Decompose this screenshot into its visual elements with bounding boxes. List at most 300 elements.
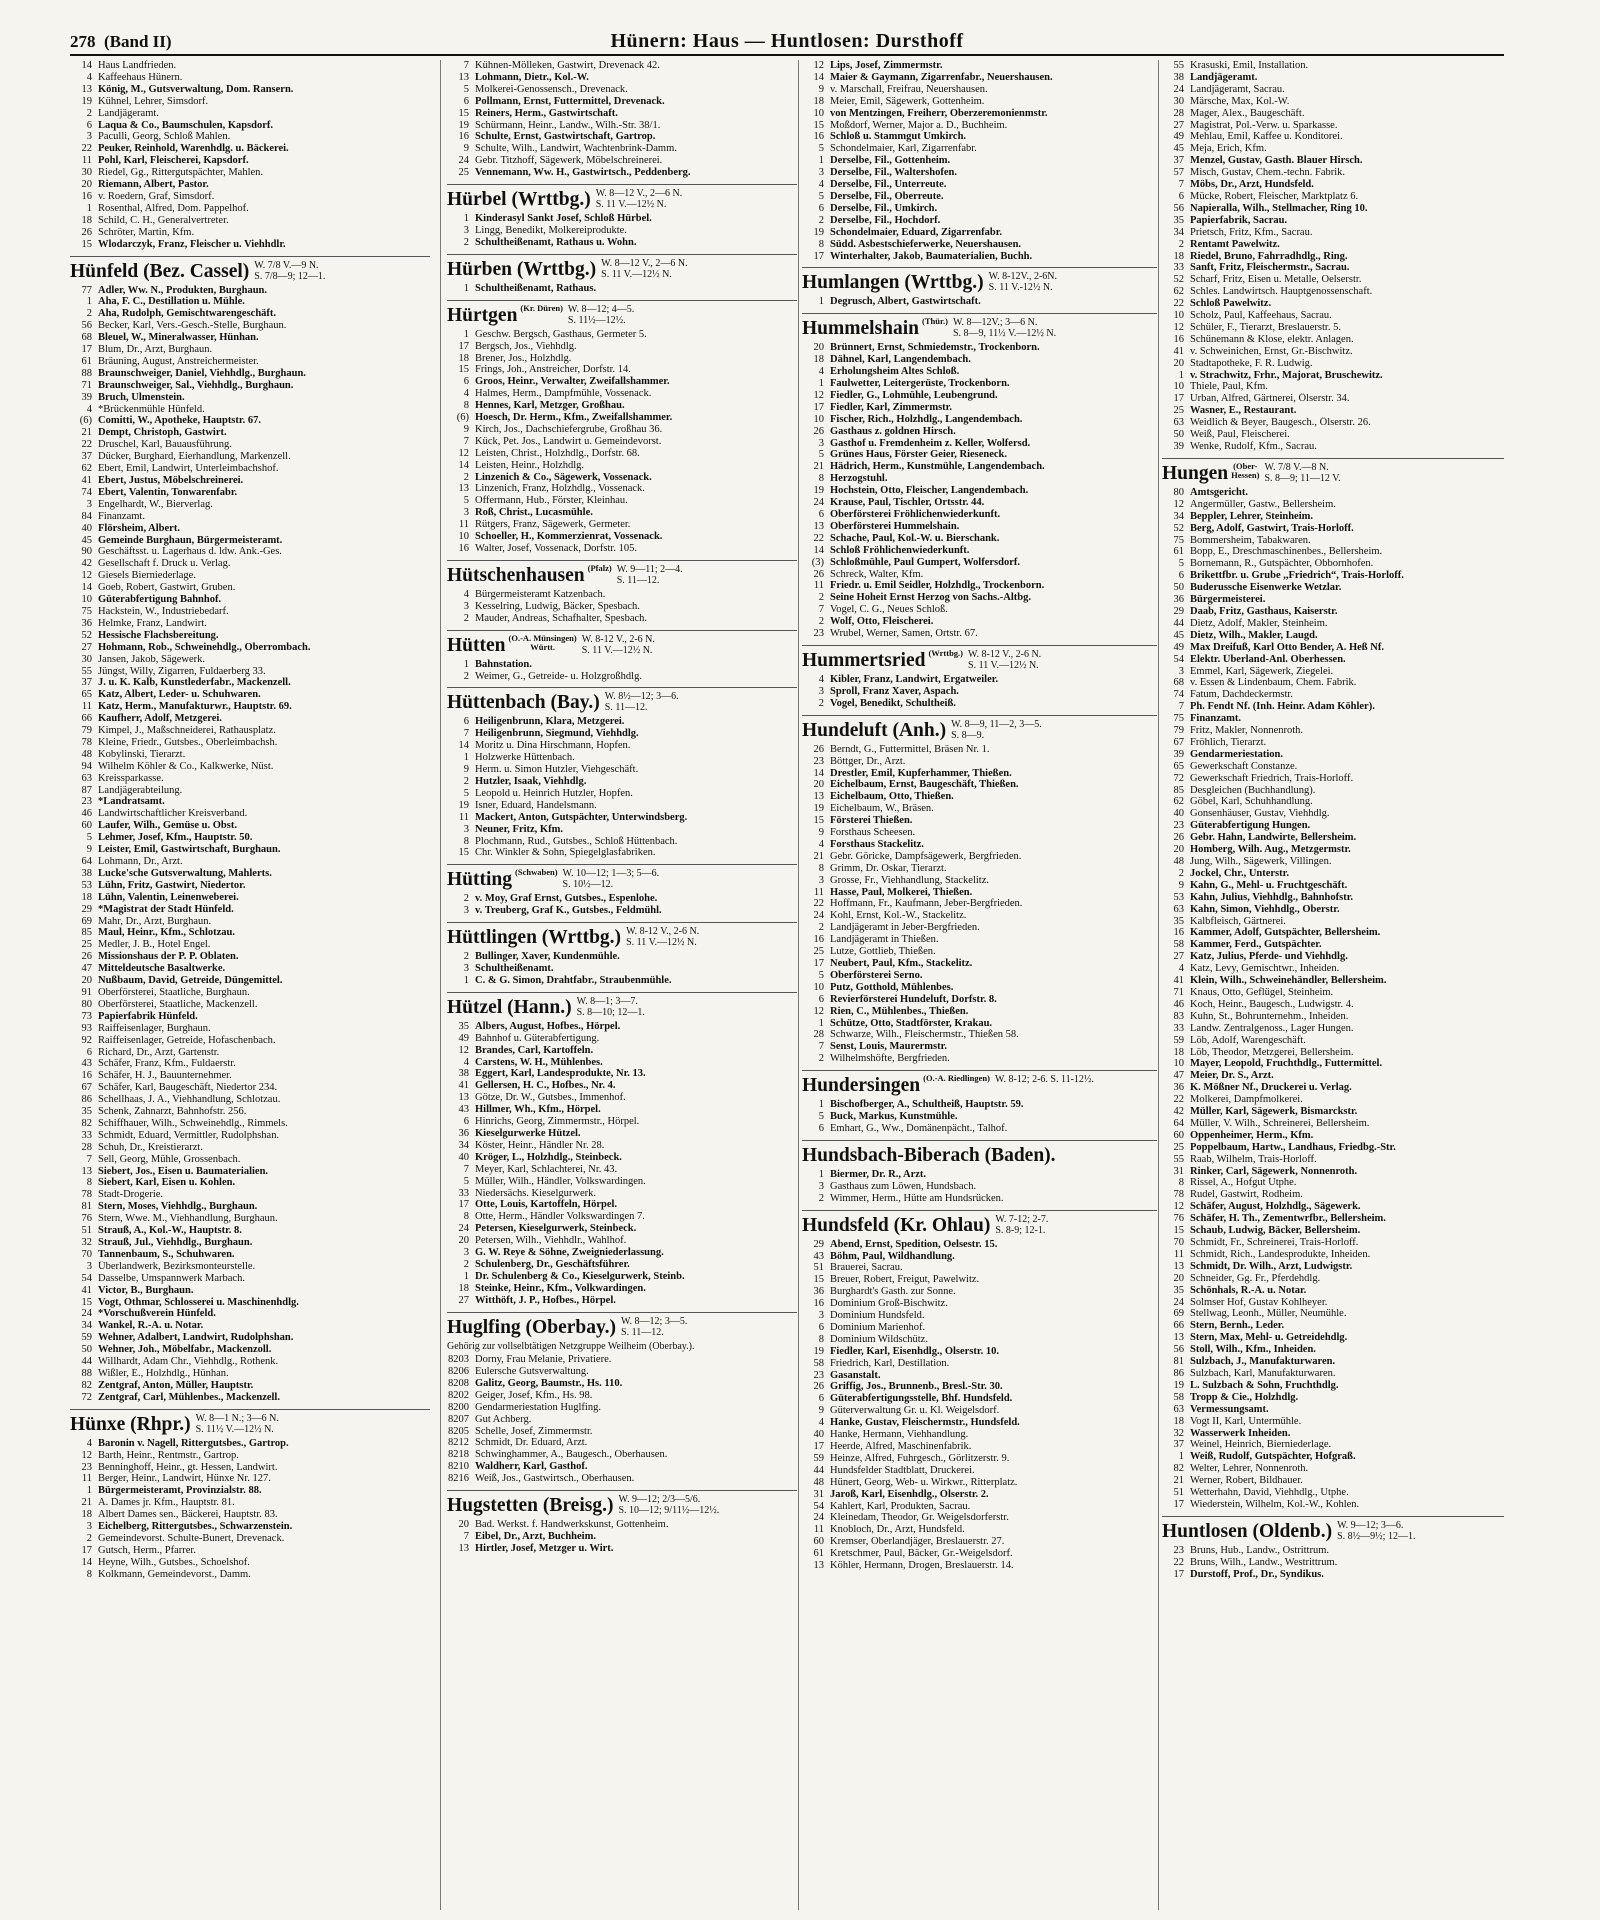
phone-number: 5 bbox=[818, 1111, 824, 1123]
phone-number: 3 bbox=[818, 874, 824, 886]
subscriber-name: Buderussche Eisenwerke Wetzlar. bbox=[1190, 582, 1342, 594]
subscriber-name: Kleinedam, Theodor, Gr. Weigelsdorferstr. bbox=[830, 1512, 1009, 1524]
subscriber-name: Derselbe, Fil., Unterreute. bbox=[830, 179, 947, 191]
list-item bbox=[447, 776, 797, 788]
list-item bbox=[70, 1521, 430, 1533]
subscriber-name: Schröter, Martin, Kfm. bbox=[98, 226, 195, 238]
subscriber-name: Lucke'sche Gutsverwaltung, Mahlerts. bbox=[98, 867, 272, 879]
list-item bbox=[70, 415, 430, 427]
place-heading bbox=[70, 256, 430, 283]
phone-number: 4 bbox=[818, 179, 824, 191]
list-item bbox=[447, 613, 797, 625]
list-item bbox=[70, 1368, 430, 1380]
phone-number: 49 bbox=[458, 1032, 469, 1044]
subscriber-name: Märsche, Max, Kol.-W. bbox=[1190, 95, 1290, 107]
subscriber-name: Kahn, G., Mehl- u. Fruchtgeschäft. bbox=[1190, 879, 1348, 891]
phone-number: 4 bbox=[86, 1437, 92, 1449]
subscriber-name: Mackert, Anton, Gutspächter, Unterwindsberg. bbox=[475, 811, 688, 823]
list-item bbox=[70, 951, 430, 963]
phone-number: 4 bbox=[463, 1056, 469, 1068]
list-item bbox=[447, 893, 797, 905]
column-divider bbox=[440, 60, 441, 1910]
phone-number: 84 bbox=[81, 510, 92, 522]
phone-number: 82 bbox=[1173, 1463, 1184, 1475]
phone-number: 17 bbox=[1173, 393, 1184, 405]
list-item bbox=[447, 1271, 797, 1283]
list-item bbox=[70, 987, 430, 999]
phone-number: 8 bbox=[86, 1177, 92, 1189]
list-item bbox=[1162, 1023, 1504, 1035]
list-item bbox=[447, 836, 797, 848]
subscriber-name: Weinel, Heinrich, Bierniederlage. bbox=[1190, 1439, 1332, 1451]
place-name: Hütten bbox=[447, 634, 506, 656]
page-header bbox=[70, 32, 1504, 56]
subscriber-name: Eulersche Gutsverwaltung. bbox=[475, 1366, 589, 1377]
phone-number: 21 bbox=[813, 850, 824, 862]
subscriber-name: Jaroß, Karl, Eisenhdlg., Ölserstr. 2. bbox=[830, 1488, 989, 1500]
phone-number: 11 bbox=[813, 580, 824, 592]
subscriber-name: Landjägeramt in Jeber-Bergfrieden. bbox=[830, 922, 980, 934]
phone-number: 54 bbox=[813, 1500, 824, 1512]
list-item bbox=[1162, 1011, 1504, 1023]
subscriber-name: Kretschmer, Paul, Bäcker, Gr.-Weigelsdorf. bbox=[830, 1548, 1013, 1560]
office-hours: W. 9—11; 2—4. S. 11—12. bbox=[616, 563, 683, 586]
place-heading bbox=[1162, 458, 1504, 485]
list-item bbox=[1162, 666, 1504, 678]
phone-number: 88 bbox=[81, 1367, 92, 1379]
phone-number: 3 bbox=[818, 1310, 824, 1322]
list-item bbox=[802, 1417, 1157, 1429]
subscriber-name: Barth, Heinr., Rentmstr., Gartrop. bbox=[98, 1449, 239, 1461]
list-item bbox=[447, 788, 797, 800]
phone-number: 46 bbox=[81, 808, 92, 820]
list-item bbox=[1162, 370, 1504, 382]
subscriber-name: Molkerei, Dampfmolkerei. bbox=[1190, 1094, 1303, 1106]
place-region: (Thür.) bbox=[922, 316, 948, 327]
subscriber-name: Friedrich, Karl, Destillation. bbox=[830, 1357, 950, 1369]
list-item bbox=[802, 557, 1157, 569]
place-name: Hürtgen bbox=[447, 304, 518, 326]
phone-number: 23 bbox=[813, 1369, 824, 1381]
subscriber-name: Finanzamt. bbox=[1190, 713, 1242, 725]
list-item bbox=[1162, 358, 1504, 370]
subscriber-name: Kaffeehaus Hünern. bbox=[98, 71, 183, 83]
list-item bbox=[70, 356, 430, 368]
list-item bbox=[1162, 1463, 1504, 1475]
list-item bbox=[70, 215, 430, 227]
subscriber-name: L. Sulzbach & Sohn, Fruchthdlg. bbox=[1190, 1379, 1339, 1391]
phone-number: 8 bbox=[463, 835, 469, 847]
list-item bbox=[1162, 737, 1504, 749]
subscriber-name: Eibel, Dr., Arzt, Buchheim. bbox=[475, 1530, 596, 1542]
list-item bbox=[70, 749, 430, 761]
subscriber-name: Riedel, Gg., Rittergutspächter, Mahlen. bbox=[98, 167, 264, 179]
phone-number: 6 bbox=[86, 119, 92, 131]
subscriber-name: Schelle, Josef, Zimmermstr. bbox=[475, 1425, 593, 1437]
subscriber-name: Schmidt, Dr. Eduard, Arzt. bbox=[475, 1437, 588, 1449]
phone-number: 19 bbox=[458, 119, 469, 131]
list-item bbox=[70, 820, 430, 832]
subscriber-name: Richard, Dr., Arzt, Gartenstr. bbox=[98, 1046, 220, 1058]
subscriber-name: Comitti, W., Apotheke, Hauptstr. 67. bbox=[98, 415, 261, 427]
list-item bbox=[1162, 606, 1504, 618]
phone-number: 21 bbox=[813, 461, 824, 473]
phone-number: 24 bbox=[813, 497, 824, 509]
phone-number: 59 bbox=[81, 1332, 92, 1344]
subscriber-name: Laqua & Co., Baumschulen, Kapsdorf. bbox=[98, 119, 274, 131]
list-item bbox=[447, 1045, 797, 1057]
phone-number: 85 bbox=[81, 927, 92, 939]
phone-number: (6) bbox=[456, 412, 469, 424]
list-item bbox=[447, 1068, 797, 1080]
phone-number: 41 bbox=[458, 1080, 469, 1092]
list-item bbox=[1162, 346, 1504, 358]
list-item bbox=[802, 1512, 1157, 1524]
list-item bbox=[70, 1166, 430, 1178]
list-item bbox=[1162, 1285, 1504, 1297]
phone-number: 20 bbox=[458, 1235, 469, 1247]
subscriber-name: Lips, Josef, Zimmermstr. bbox=[830, 60, 943, 71]
phone-number: 8218 bbox=[448, 1449, 469, 1461]
phone-number: 61 bbox=[813, 1548, 824, 1560]
phone-number: 2 bbox=[86, 1532, 92, 1544]
subscriber-name: Becker, Karl, Vers.-Gesch.-Stelle, Burghaun. bbox=[98, 320, 287, 332]
subscriber-name: Dominium Hundsfeld. bbox=[830, 1310, 925, 1322]
list-item bbox=[802, 120, 1157, 132]
phone-number: 44 bbox=[813, 1464, 824, 1476]
office-hours: W. 9—12; 3—6. S. 8½—9½; 12—1. bbox=[1337, 1519, 1416, 1542]
phone-number: 13 bbox=[813, 791, 824, 803]
phone-number: 2 bbox=[818, 616, 824, 628]
subscriber-name: Kalbfleisch, Gärtnerei. bbox=[1190, 915, 1286, 927]
subscriber-name: Fröhlich, Tierarzt. bbox=[1190, 736, 1267, 748]
phone-number: 33 bbox=[81, 1129, 92, 1141]
list-item bbox=[447, 364, 797, 376]
phone-number: 82 bbox=[81, 1379, 92, 1391]
list-item bbox=[802, 1018, 1157, 1030]
phone-number: 11 bbox=[1173, 1248, 1184, 1260]
subscriber-name: Ebert, Justus, Möbelschreinerei. bbox=[98, 475, 244, 486]
subscriber-name: Hasse, Paul, Molkerei, Thießen. bbox=[830, 886, 973, 898]
subscriber-name: Faulwetter, Leitergerüste, Trockenborn. bbox=[830, 378, 1010, 390]
subscriber-name: Stellwag, Leonh., Müller, Neumühle. bbox=[1190, 1308, 1347, 1320]
phone-number: 12 bbox=[458, 1044, 469, 1056]
phone-number: 1 bbox=[463, 1270, 469, 1282]
subscriber-name: A. Dames jr. Kfm., Hauptstr. 81. bbox=[98, 1497, 235, 1509]
list-item bbox=[802, 1536, 1157, 1548]
phone-number: 9 bbox=[818, 827, 824, 839]
list-item bbox=[802, 768, 1157, 780]
list-item bbox=[802, 698, 1157, 710]
subscriber-name: Wilhelm Köhler & Co., Kalkwerke, Nüst. bbox=[98, 760, 274, 772]
list-item bbox=[447, 752, 797, 764]
list-item bbox=[1162, 904, 1504, 916]
list-item bbox=[447, 543, 797, 555]
subscriber-name: Burghardt's Gasth. zur Sonne. bbox=[830, 1286, 956, 1298]
list-item bbox=[802, 674, 1157, 686]
list-item bbox=[1162, 808, 1504, 820]
subscriber-name: Vogel, C. G., Neues Schloß. bbox=[830, 604, 948, 616]
list-item bbox=[802, 108, 1157, 120]
column-1 bbox=[70, 60, 430, 1910]
list-item bbox=[447, 1080, 797, 1092]
subscriber-name: Rütgers, Franz, Sägewerk, Germeter. bbox=[475, 519, 631, 531]
list-item bbox=[802, 756, 1157, 768]
list-item bbox=[1162, 1569, 1504, 1581]
list-item bbox=[70, 1273, 430, 1285]
subscriber-name: Max Dreifuß, Karl Otto Bender, A. Heß Nf. bbox=[1190, 641, 1384, 653]
subscriber-name: Wiederstein, Wilhelm, Kol.-W., Kohlen. bbox=[1190, 1498, 1360, 1510]
subscriber-name: Siebert, Karl, Eisen u. Kohlen. bbox=[98, 1177, 236, 1189]
subscriber-name: Wehner, Adalbert, Landwirt, Rudolphshan. bbox=[98, 1332, 294, 1344]
list-item bbox=[447, 1543, 797, 1555]
office-hours: W. 7/8 V.—9 N. S. 7/8—9; 12—1. bbox=[254, 259, 326, 282]
phone-number: 13 bbox=[458, 1542, 469, 1554]
list-item bbox=[1162, 1487, 1504, 1499]
list-item bbox=[802, 922, 1157, 934]
list-item bbox=[70, 713, 430, 725]
phone-number: 2 bbox=[463, 775, 469, 787]
subscriber-name: Schäfer, H. Th., Zementwrfbr., Bellersheim. bbox=[1190, 1213, 1386, 1225]
list-item bbox=[802, 1322, 1157, 1334]
phone-number: 1 bbox=[818, 1017, 824, 1029]
list-item bbox=[447, 448, 797, 460]
phone-number: 82 bbox=[81, 1117, 92, 1129]
list-item bbox=[802, 887, 1157, 899]
subscriber-name: Linzenich & Co., Sägewerk, Vossenack. bbox=[475, 471, 652, 483]
subscriber-name: Wetterhahn, David, Viehhdlg., Utphe. bbox=[1190, 1487, 1349, 1499]
subscriber-name: Gemeindevorst. Schulte-Bunert, Drevenack. bbox=[98, 1532, 285, 1544]
list-item bbox=[447, 1426, 797, 1438]
list-item bbox=[1162, 1070, 1504, 1082]
list-item bbox=[70, 975, 430, 987]
phone-number: 2 bbox=[463, 236, 469, 248]
list-item bbox=[802, 1429, 1157, 1441]
place-name: Hummelshain bbox=[802, 318, 920, 340]
subscriber-name: Buck, Markus, Kunstmühle. bbox=[830, 1111, 958, 1123]
list-item bbox=[447, 460, 797, 472]
subscriber-name: Hinrichs, Georg, Zimmermstr., Hörpel. bbox=[475, 1116, 640, 1128]
phone-number: 5 bbox=[463, 83, 469, 95]
subscriber-name: Dücker, Burghard, Eierhandlung, Markenzell. bbox=[98, 451, 291, 463]
subscriber-name: Senst, Louis, Maurermstr. bbox=[830, 1041, 947, 1053]
list-item bbox=[1162, 844, 1504, 856]
phone-number: 53 bbox=[81, 879, 92, 891]
subscriber-name: Albert Dames sen., Bäckerei, Hauptstr. 83. bbox=[98, 1509, 278, 1521]
phone-number: 3 bbox=[1178, 665, 1184, 677]
subscriber-name: Forsthaus Scheesen. bbox=[830, 827, 916, 839]
list-item bbox=[447, 1402, 797, 1414]
subscriber-name: Dasselbe, Umspannwerk Marbach. bbox=[98, 1272, 245, 1284]
list-item bbox=[802, 1251, 1157, 1263]
subscriber-name: Vennemann, Ww. H., Gastwirtsch., Peddenberg. bbox=[475, 167, 691, 179]
phone-number: 2 bbox=[463, 612, 469, 624]
place-region: (Pfalz) bbox=[587, 562, 612, 573]
phone-number: 12 bbox=[458, 447, 469, 459]
subscriber-name: Schulenberg, Dr., Geschäftsführer. bbox=[475, 1258, 630, 1270]
phone-number: 25 bbox=[81, 939, 92, 951]
subscriber-name: Jansen, Jakob, Sägewerk. bbox=[98, 653, 206, 665]
list-item bbox=[70, 785, 430, 797]
phone-number: 11 bbox=[81, 1473, 92, 1485]
list-item bbox=[70, 1130, 430, 1142]
list-item bbox=[70, 1261, 430, 1273]
list-item bbox=[1162, 713, 1504, 725]
phone-number: 13 bbox=[1173, 1260, 1184, 1272]
subscriber-name: Sell, Georg, Mühle, Grossenbach. bbox=[98, 1153, 241, 1165]
subscriber-name: Fritz, Makler, Nonnenroth. bbox=[1190, 725, 1304, 737]
subscriber-name: Wenke, Rudolf, Kfm., Sacrau. bbox=[1190, 441, 1317, 452]
phone-number: 6 bbox=[463, 376, 469, 388]
subscriber-name: Kieselgurwerke Hützel. bbox=[475, 1128, 581, 1139]
phone-number: 54 bbox=[81, 1272, 92, 1284]
phone-number: 45 bbox=[1173, 629, 1184, 641]
list-item bbox=[802, 1274, 1157, 1286]
place-region: (O.-A. Riedlingen) bbox=[923, 1073, 990, 1084]
list-item bbox=[802, 1169, 1157, 1181]
phone-number: 58 bbox=[813, 1357, 824, 1369]
list-item bbox=[70, 1380, 430, 1392]
list-item bbox=[1162, 1392, 1504, 1404]
subscriber-name: Kirch, Jos., Dachschiefergrube, Großhau 36. bbox=[475, 423, 663, 435]
phone-number: 1 bbox=[86, 202, 92, 214]
phone-number: 13 bbox=[81, 83, 92, 95]
list-item bbox=[447, 1104, 797, 1116]
list-item bbox=[70, 392, 430, 404]
phone-number: 63 bbox=[81, 772, 92, 784]
place-name: Hürben (Wrttbg.) bbox=[447, 258, 597, 280]
subscriber-name: Katz, Albert, Leder- u. Schuhwaren. bbox=[98, 689, 261, 701]
phone-number: 8206 bbox=[448, 1366, 469, 1377]
list-item bbox=[1162, 654, 1504, 666]
phone-number: 6 bbox=[463, 95, 469, 107]
list-item bbox=[447, 905, 797, 917]
subscriber-name: Stern, Wwe. M., Viehhandlung, Burghaun. bbox=[98, 1213, 278, 1225]
phone-number: 50 bbox=[1173, 582, 1184, 594]
office-hours: W. 8-12; 2-6. S. 11-12½. bbox=[994, 1074, 1094, 1086]
list-item bbox=[1162, 642, 1504, 654]
list-item bbox=[1162, 72, 1504, 84]
column-2 bbox=[447, 60, 797, 1910]
list-item bbox=[447, 1092, 797, 1104]
subscriber-name: Heerde, Alfred, Maschinenfabrik. bbox=[830, 1441, 972, 1452]
subscriber-name: Druschel, Karl, Bauausführung. bbox=[98, 439, 232, 451]
subscriber-name: Weimer, G., Getreide- u. Holzgroßhdlg. bbox=[475, 670, 642, 682]
list-item bbox=[70, 594, 430, 606]
subscriber-name: Sproll, Franz Xaver, Aspach. bbox=[830, 685, 959, 697]
subscriber-name: Eichelbaum, Ernst, Baugeschäft, Thießen. bbox=[830, 779, 1019, 791]
list-item bbox=[1162, 1499, 1504, 1511]
phone-number: 8212 bbox=[448, 1437, 469, 1449]
subscriber-name: Molkerei-Genossensch., Drevenack. bbox=[475, 83, 628, 95]
list-item bbox=[447, 1461, 797, 1473]
subscriber-name: Hundsfelder Stadtblatt, Druckerei. bbox=[830, 1464, 975, 1476]
list-item bbox=[447, 740, 797, 752]
phone-number: 19 bbox=[813, 226, 824, 238]
subscriber-name: Vogel, Benedikt, Schultheiß. bbox=[830, 697, 956, 709]
list-item bbox=[802, 414, 1157, 426]
list-item bbox=[1162, 1154, 1504, 1166]
list-item bbox=[447, 800, 797, 812]
list-item bbox=[447, 951, 797, 963]
list-item bbox=[802, 533, 1157, 545]
subscriber-name: Albers, August, Hofbes., Hörpel. bbox=[475, 1020, 621, 1032]
subscriber-name: Kesselring, Ludwig, Bäcker, Spesbach. bbox=[475, 600, 640, 612]
subscriber-name: Köster, Heinr., Händler Nr. 28. bbox=[475, 1139, 605, 1151]
list-item bbox=[447, 507, 797, 519]
list-item bbox=[1162, 1428, 1504, 1440]
list-item bbox=[447, 1366, 797, 1378]
list-item bbox=[1162, 1189, 1504, 1201]
subscriber-name: Schloßmühle, Paul Gumpert, Wolfersdorf. bbox=[830, 556, 1020, 568]
phone-number: 4 bbox=[818, 366, 824, 378]
phone-number: 11 bbox=[813, 1524, 824, 1536]
list-item bbox=[1162, 1177, 1504, 1189]
phone-number: 22 bbox=[81, 143, 92, 155]
phone-number: 35 bbox=[81, 1106, 92, 1118]
phone-number: 48 bbox=[81, 748, 92, 760]
list-item bbox=[1162, 239, 1504, 251]
phone-number: (6) bbox=[79, 415, 92, 427]
list-item bbox=[1162, 310, 1504, 322]
list-item bbox=[70, 1154, 430, 1166]
list-item bbox=[70, 499, 430, 511]
phone-number: 46 bbox=[1173, 998, 1184, 1010]
list-item bbox=[70, 1142, 430, 1154]
phone-number: 5 bbox=[463, 495, 469, 507]
list-item bbox=[70, 582, 430, 594]
subscriber-name: J. u. K. Kalb, Kunstlederfabr., Mackenzell. bbox=[98, 677, 291, 689]
subscriber-name: Mücke, Robert, Fleischer, Marktplatz 6. bbox=[1190, 190, 1359, 202]
phone-number: 7 bbox=[463, 435, 469, 447]
list-item bbox=[802, 366, 1157, 378]
list-item bbox=[447, 1519, 797, 1531]
subscriber-name: Desgleichen (Buchhandlung). bbox=[1190, 784, 1316, 796]
list-item bbox=[802, 616, 1157, 628]
phone-number: 3 bbox=[463, 1247, 469, 1259]
phone-number: 21 bbox=[81, 427, 92, 439]
subscriber-name: Geiger, Josef, Kfm., Hs. 98. bbox=[475, 1389, 593, 1401]
list-item bbox=[1162, 1545, 1504, 1557]
phone-number: 13 bbox=[458, 71, 469, 83]
phone-number: 1 bbox=[463, 213, 469, 225]
phone-number: 50 bbox=[1173, 429, 1184, 441]
list-item bbox=[1162, 405, 1504, 417]
place-heading bbox=[447, 1490, 797, 1517]
list-item bbox=[70, 308, 430, 320]
subscriber-name: Dietz, Adolf, Makler, Steinheim. bbox=[1190, 617, 1328, 629]
subscriber-name: Schmidt, Fr., Schreinerei, Trais-Horloff. bbox=[1190, 1237, 1359, 1248]
subscriber-name: Geschäftsst. u. Lagerhaus d. ldw. Ank.-Ges. bbox=[98, 546, 282, 558]
phone-number: 11 bbox=[813, 886, 824, 898]
phone-number: 10 bbox=[813, 107, 824, 119]
phone-number: 6 bbox=[463, 1116, 469, 1128]
phone-number: 16 bbox=[81, 1070, 92, 1082]
list-item bbox=[70, 939, 430, 951]
phone-number: 23 bbox=[1173, 1544, 1184, 1556]
subscriber-name: Homberg, Wilh. Aug., Metzgermstr. bbox=[1190, 844, 1351, 856]
subscriber-name: v. Treuberg, Graf K., Gutsbes., Feldmühl. bbox=[475, 905, 662, 917]
list-item bbox=[447, 589, 797, 601]
phone-number: 18 bbox=[81, 1509, 92, 1521]
phone-number: 36 bbox=[458, 1128, 469, 1139]
phone-number: 16 bbox=[1173, 333, 1184, 345]
list-item bbox=[70, 285, 430, 297]
phone-number: 24 bbox=[458, 1223, 469, 1235]
phone-number: 2 bbox=[463, 951, 469, 963]
phone-number: 36 bbox=[813, 1286, 824, 1298]
phone-number: 40 bbox=[1173, 808, 1184, 820]
